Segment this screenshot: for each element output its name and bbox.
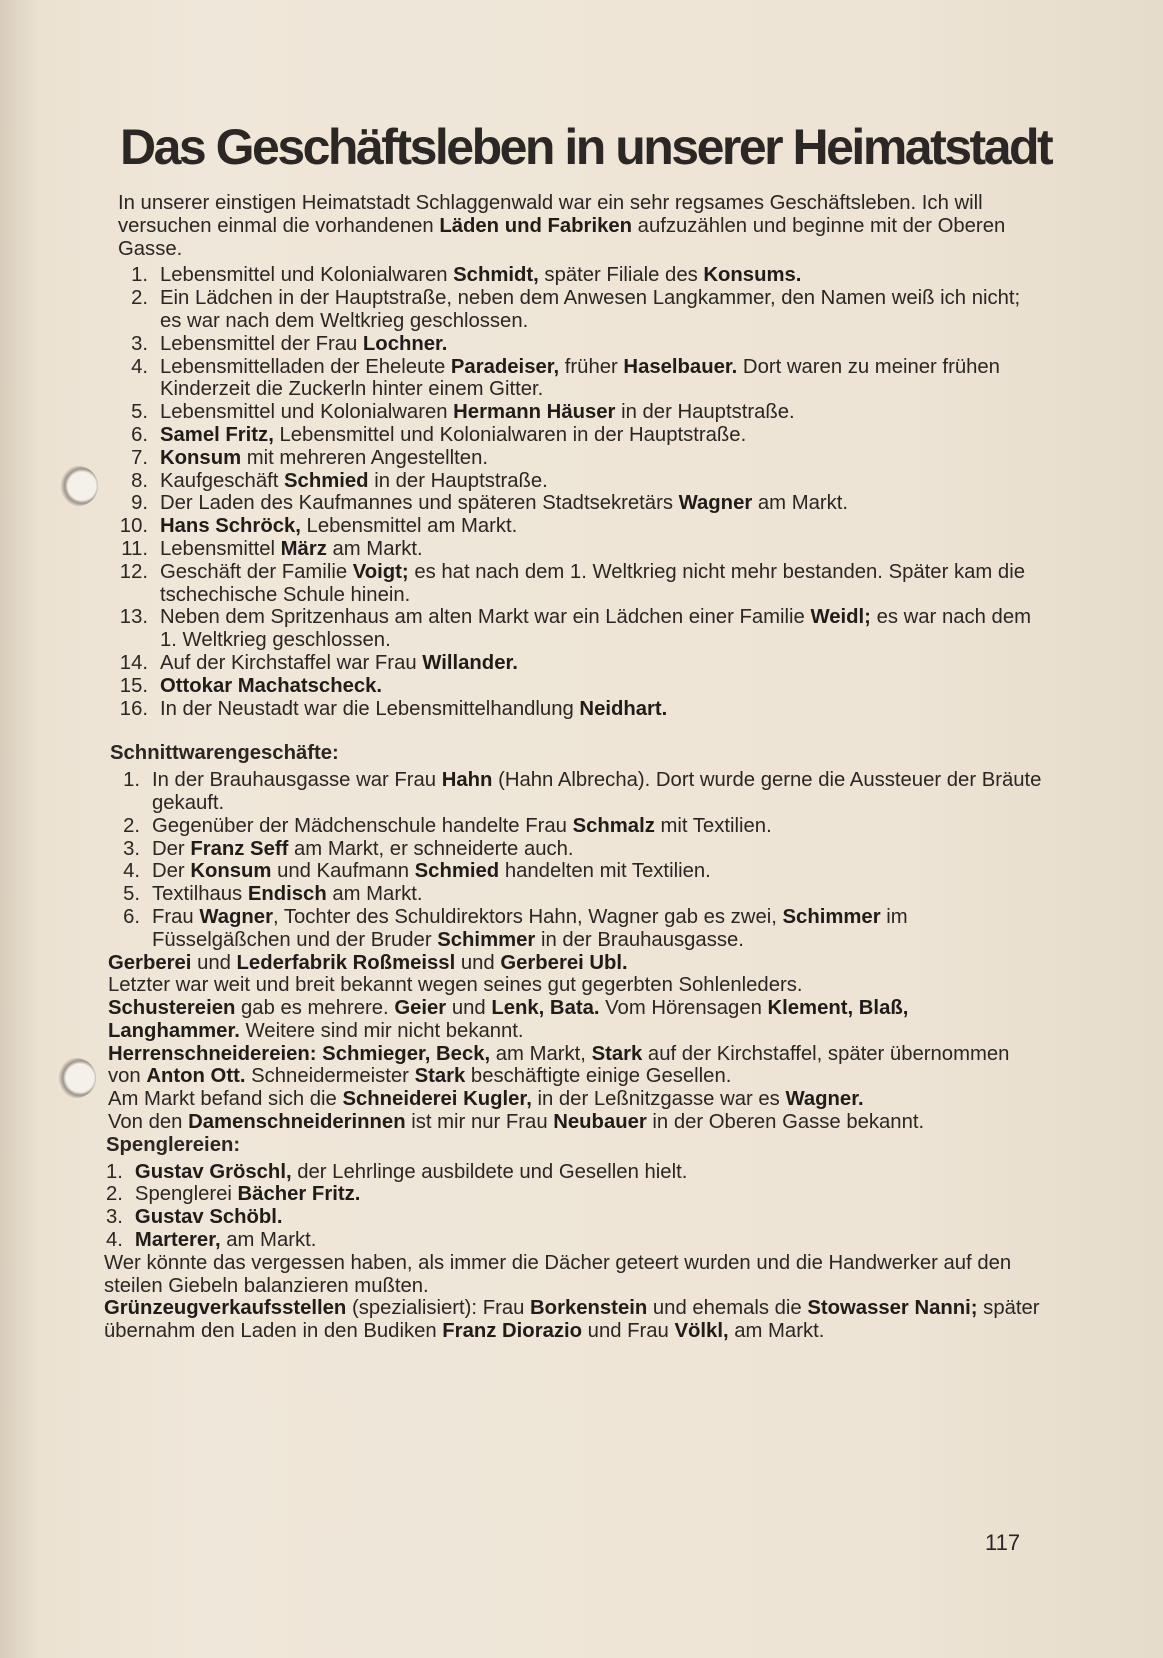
list-item — [118, 883, 1043, 906]
bold-name: Neidhart. — [579, 697, 668, 720]
intro-text: aufzuzählen und beginne mit der Oberen Gasse. — [118, 214, 1006, 260]
article-body — [104, 192, 1043, 1343]
bold-name: Schimmer — [437, 928, 536, 951]
text-run: Neben dem Spritzenhaus am alten Markt war ein Lädchen einer Familie — [160, 606, 811, 629]
bold-name: Klement, Blaß, Langhammer. — [108, 997, 909, 1042]
list-number: 8. — [131, 469, 148, 492]
bold-name: Borkenstein — [530, 1297, 648, 1320]
bold-name: Konsum — [160, 446, 242, 469]
paragraph — [108, 997, 1043, 1043]
list-number: 2. — [123, 814, 140, 837]
punch-hole — [56, 1058, 96, 1098]
bold-name: Schustereien — [108, 997, 236, 1020]
intro-text: In unserer einstigen Heimatstadt Schlaggenwald war ein sehr regsames Geschäftsleben. Ich will versuchen einmal die vorhandenen — [118, 192, 983, 237]
text-run: am Markt, — [490, 1042, 592, 1065]
list-text — [160, 698, 1043, 721]
list-number: 2. — [131, 287, 148, 310]
bold-name: Gustav Schöbl. — [134, 1206, 283, 1229]
bold-name: Marterer, — [134, 1229, 221, 1252]
list-number: 10. — [119, 515, 148, 538]
text-run: Wer könnte das vergessen haben, als immer die Dächer geteert wurden und die Handwerker auf den steilen Giebeln balanzieren mußten. — [104, 1251, 1012, 1297]
list-number: 15. — [119, 674, 148, 697]
list-number: 3. — [131, 332, 148, 355]
bold-name: Stark — [414, 1065, 466, 1088]
bold-name: Schneiderei Kugler, — [342, 1088, 532, 1111]
list-item — [106, 1229, 1043, 1252]
list-item — [118, 470, 1043, 493]
tinsmith-list — [106, 1161, 1043, 1252]
bold-name: Wagner — [678, 492, 753, 515]
text-run: Lebensmittel am Markt. — [300, 515, 518, 538]
bold-name: Stowasser Nanni; — [807, 1297, 978, 1320]
paragraph — [108, 952, 1043, 975]
text-run: Lebensmittelladen der Eheleute — [160, 355, 451, 378]
bold-name: Schimmer — [782, 905, 881, 928]
list-number: 5. — [123, 883, 140, 906]
list-item — [118, 561, 1043, 607]
bold-name: Konsums. — [703, 264, 802, 287]
list-number: 3. — [123, 837, 140, 860]
list-number: 1. — [131, 264, 148, 287]
text-run: auf der Kirchstaffel, später übernommen von — [108, 1042, 1010, 1088]
list-text — [160, 333, 1043, 356]
list-text — [160, 447, 1043, 470]
text-run: und — [455, 951, 501, 974]
text-run: es war nach dem 1. Weltkrieg geschlossen. — [160, 606, 1032, 652]
bold-name: Schmalz — [572, 814, 655, 837]
text-run: Lebensmittel und Kolonialwaren — [160, 264, 454, 287]
bold-name: Hans Schröck, — [160, 515, 301, 538]
text-run: in der Hauptstraße. — [368, 469, 548, 492]
text-run: Der — [152, 860, 191, 883]
list-item — [118, 860, 1043, 883]
list-item — [118, 333, 1043, 356]
list-item — [118, 769, 1043, 815]
list-number: 12. — [119, 560, 148, 583]
bold-name: Gustav Gröschl, — [134, 1160, 292, 1183]
paragraph — [104, 1297, 1043, 1343]
list-number: 3. — [106, 1206, 123, 1229]
list-item — [118, 675, 1043, 698]
list-number: 6. — [123, 905, 140, 928]
text-run: mit mehreren Angestellten. — [241, 446, 489, 469]
text-run: am Markt. — [752, 492, 849, 515]
grocery-list — [118, 264, 1043, 720]
list-text — [160, 515, 1043, 538]
bold-name: Ottokar Machatscheck. — [160, 674, 383, 697]
bold-name: Samel Fritz, — [160, 423, 274, 446]
list-text — [152, 906, 1043, 952]
bold-name: Damenschneiderinnen — [188, 1111, 406, 1134]
list-text — [160, 652, 1043, 675]
list-number: 2. — [106, 1183, 123, 1206]
list-text — [160, 606, 1043, 652]
text-run: (Hahn Albrecha). Dort wurde gerne die Aussteuer der Bräute gekauft. — [152, 769, 1042, 814]
list-number: 1. — [106, 1160, 123, 1183]
bold-name: Anton Ott. — [146, 1065, 246, 1088]
text-run: Spenglerei — [134, 1183, 238, 1206]
list-item — [118, 652, 1043, 675]
text-run: und Frau — [582, 1320, 675, 1343]
list-text — [152, 838, 1043, 861]
bold-name: März — [280, 537, 327, 560]
text-run: Ein Lädchen in der Hauptstraße, neben dem Anwesen Langkammer, den Namen weiß ich nicht; es war nach dem Weltkrieg geschlossen. — [160, 287, 1021, 332]
text-run: gab es mehrere. — [235, 997, 395, 1020]
text-run: Der — [152, 837, 191, 860]
bold-name: Bächer Fritz. — [237, 1183, 361, 1206]
paragraph — [108, 1088, 1043, 1111]
bold-name: Wagner. — [785, 1088, 864, 1111]
text-run: Kaufgeschäft — [160, 469, 285, 492]
bold-name: Grünzeugverkaufsstellen — [104, 1297, 347, 1320]
list-item — [106, 1183, 1043, 1206]
list-text — [152, 815, 1043, 838]
list-text — [135, 1183, 1043, 1206]
text-run: Schneidermeister — [245, 1065, 415, 1088]
paragraph — [108, 1043, 1043, 1089]
intro-paragraph — [118, 192, 1043, 260]
bold-name: Willander. — [422, 651, 518, 674]
text-run: Frau — [152, 905, 200, 928]
bold-name: Herrenschneidereien: Schmieger, Beck, — [108, 1042, 491, 1065]
bold-name: Voigt; — [352, 560, 409, 583]
closing-paragraphs — [104, 1252, 1043, 1343]
text-run: früher — [559, 355, 624, 378]
list-text — [160, 401, 1043, 424]
list-item — [118, 698, 1043, 721]
list-item — [118, 287, 1043, 333]
bold-name: Lederfabrik Roßmeissl — [236, 951, 456, 974]
bold-name: Neubauer — [553, 1111, 647, 1134]
text-run: Lebensmittel und Kolonialwaren — [160, 401, 454, 424]
list-text — [160, 264, 1043, 287]
text-run: Lebensmittel — [160, 537, 281, 560]
list-number: 4. — [123, 860, 140, 883]
text-run: in der Hauptstraße. — [615, 401, 795, 424]
list-item — [118, 447, 1043, 470]
list-text — [160, 470, 1043, 493]
bold-name: Franz Diorazio — [442, 1320, 583, 1343]
intro-bold: Läden und Fabriken — [439, 214, 633, 237]
text-run: in der Leßnitzgasse war es — [531, 1088, 786, 1111]
text-run: Vom Hörensagen — [599, 997, 768, 1020]
text-run: Weitere sind mir nicht bekannt. — [239, 1019, 524, 1042]
list-number: 1. — [123, 769, 140, 792]
text-run: und — [191, 951, 237, 974]
list-number: 11. — [121, 537, 148, 560]
bold-name: Stark — [591, 1042, 643, 1065]
text-run: der Lehrlinge ausbildete und Gesellen hielt. — [291, 1160, 688, 1183]
list-text — [152, 883, 1043, 906]
text-run: Dort waren zu meiner frühen Kinderzeit die Zuckerln hinter einem Gitter. — [160, 355, 1000, 401]
bold-name: Hahn — [441, 769, 493, 792]
list-item — [118, 815, 1043, 838]
paragraph — [108, 974, 1043, 997]
bold-name: Hermann Häuser — [453, 401, 616, 424]
bold-name: Endisch — [247, 883, 327, 906]
text-run: In der Brauhausgasse war Frau — [152, 769, 442, 792]
text-run: Am Markt befand sich die — [108, 1088, 343, 1111]
list-item — [118, 356, 1043, 402]
paragraph — [108, 1111, 1043, 1134]
list-text — [135, 1229, 1043, 1252]
list-number: 4. — [106, 1229, 123, 1252]
list-item — [118, 492, 1043, 515]
list-number: 4. — [131, 355, 148, 378]
list-item — [118, 424, 1043, 447]
text-run: Lebensmittel und Kolonialwaren in der Hauptstraße. — [273, 423, 747, 446]
list-number: 7. — [131, 446, 148, 469]
text-run: am Markt. — [220, 1229, 317, 1252]
bold-name: Paradeiser, — [450, 355, 560, 378]
text-run: Gegenüber der Mädchenschule handelte Frau — [152, 814, 573, 837]
list-item — [118, 606, 1043, 652]
page-title: Das Geschäftsleben in unserer Heimatstadt — [120, 119, 1052, 175]
bold-name: Gerberei — [108, 951, 192, 974]
text-run: Textilhaus — [152, 883, 248, 906]
text-run: später übernahm den Laden in den Budiken — [104, 1297, 1040, 1343]
bold-name: Konsum — [190, 860, 272, 883]
section-heading-spenglereien: Spenglereien: — [106, 1133, 241, 1156]
bold-name: Völkl, — [674, 1320, 729, 1343]
text-run: beschäftigte einige Gesellen. — [465, 1065, 732, 1088]
text-run: Auf der Kirchstaffel war Frau — [160, 651, 423, 674]
text-run: und Kaufmann — [271, 860, 415, 883]
text-run: in der Oberen Gasse bekannt. — [646, 1111, 925, 1134]
text-run: im Füsselgäßchen und der Bruder — [152, 905, 908, 951]
punch-hole — [58, 466, 98, 506]
text-run: in der Brauhausgasse. — [535, 928, 744, 951]
list-item — [118, 906, 1043, 952]
list-item — [118, 838, 1043, 861]
list-item — [106, 1161, 1043, 1184]
list-text — [160, 538, 1043, 561]
paragraph — [104, 1252, 1043, 1298]
bold-name: Geier — [394, 997, 447, 1020]
text-run: am Markt. — [326, 537, 423, 560]
list-item — [118, 515, 1043, 538]
text-run: Von den — [108, 1111, 189, 1134]
section-heading-schnittwaren: Schnittwarengeschäfte: — [110, 742, 339, 765]
bold-name: Lenk, Bata. — [491, 997, 600, 1020]
text-run: und ehemals die — [647, 1297, 808, 1320]
list-text — [160, 561, 1043, 607]
text-run: Letzter war weit und breit bekannt wegen seines gut gegerbten Sohlenleders. — [108, 974, 803, 997]
bold-name: Wagner — [199, 905, 273, 928]
list-text — [152, 769, 1043, 815]
trades-paragraphs — [108, 952, 1043, 1134]
text-run: später Filiale des — [538, 264, 704, 287]
text-run: Der Laden des Kaufmannes und späteren Stadtsekretärs — [160, 492, 679, 515]
text-run: (spezialisiert): Frau — [346, 1297, 531, 1320]
text-run: ist mir nur Frau — [405, 1111, 554, 1134]
bold-name: Schmidt, — [453, 264, 539, 287]
list-text — [160, 356, 1043, 402]
list-number: 9. — [131, 492, 148, 515]
list-item — [106, 1206, 1043, 1229]
list-number: 6. — [131, 423, 148, 446]
list-number: 13. — [119, 606, 148, 629]
bold-name: Haselbauer. — [623, 355, 738, 378]
list-text — [160, 424, 1043, 447]
bold-name: Schmied — [414, 860, 500, 883]
list-number: 14. — [119, 651, 148, 674]
bold-name: Franz Seff — [190, 837, 289, 860]
list-text — [160, 287, 1043, 333]
bold-name: Schmied — [284, 469, 369, 492]
text-run: In der Neustadt war die Lebensmittelhandlung — [160, 697, 580, 720]
list-number: 16. — [119, 697, 148, 720]
text-run: es hat nach dem 1. Weltkrieg nicht mehr bestanden. Später kam die tschechische Schule hinein. — [160, 560, 1025, 606]
list-item — [118, 264, 1043, 287]
list-item — [118, 538, 1043, 561]
list-text — [135, 1206, 1043, 1229]
list-text — [152, 860, 1043, 883]
text-run: am Markt. — [326, 883, 423, 906]
page-number: 117 — [985, 1530, 1021, 1555]
bold-name: Weidl; — [810, 606, 871, 629]
list-number: 5. — [131, 401, 148, 424]
text-run: am Markt. — [728, 1320, 825, 1343]
text-run: mit Textilien. — [654, 814, 772, 837]
list-text — [160, 675, 1043, 698]
text-run: Geschäft der Familie — [160, 560, 353, 583]
text-run: Lebensmittel der Frau — [160, 332, 363, 355]
list-text — [135, 1161, 1043, 1184]
text-run: am Markt, er schneiderte auch. — [288, 837, 574, 860]
text-run: handelten mit Textilien. — [499, 860, 711, 883]
bold-name: Lochner. — [362, 332, 448, 355]
list-item — [118, 401, 1043, 424]
text-run: , Tochter des Schuldirektors Hahn, Wagner gab es zwei, — [272, 905, 783, 928]
bold-name: Gerberei Ubl. — [500, 951, 628, 974]
list-text — [160, 492, 1043, 515]
text-run: und — [446, 997, 492, 1020]
textile-list — [118, 769, 1043, 951]
